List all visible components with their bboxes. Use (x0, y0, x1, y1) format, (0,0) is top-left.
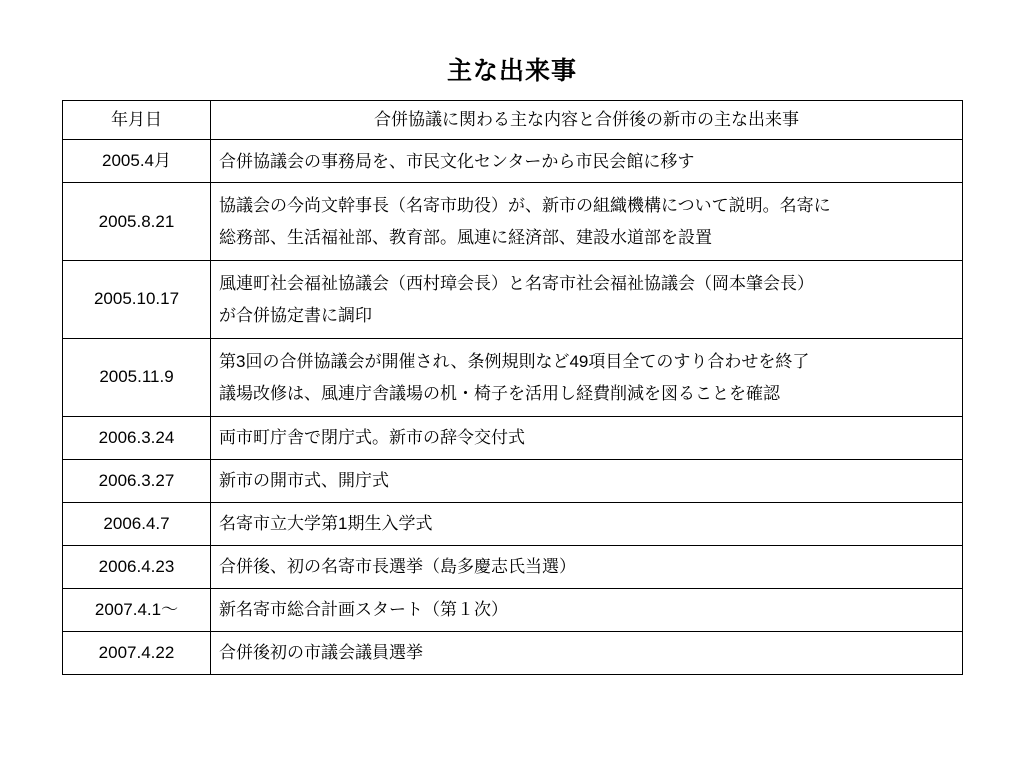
table-row (63, 339, 963, 417)
cell-content-line: 両市町庁舎で閉庁式。新市の辞令交付式 (219, 428, 525, 448)
cell-date: 2007.4.1〜 (63, 588, 211, 631)
table-row (63, 545, 963, 588)
table-row (63, 261, 963, 339)
cell-content-line: 新市の開市式、開庁式 (219, 471, 389, 491)
cell-date: 2007.4.22 (63, 631, 211, 674)
cell-content (211, 631, 963, 674)
cell-content (211, 416, 963, 459)
cell-content (211, 459, 963, 502)
table-body (63, 140, 963, 675)
table-row (63, 631, 963, 674)
cell-date: 2005.11.9 (63, 339, 211, 417)
cell-content-line: 第3回の合併協議会が開催され、条例規則など49項目全てのすり合わせを終了 (219, 352, 810, 372)
table-row (63, 183, 963, 261)
cell-date: 2006.3.24 (63, 416, 211, 459)
cell-date: 2005.4月 (63, 140, 211, 183)
cell-content-line: 風連町社会福祉協議会（西村璋会長）と名寄市社会福祉協議会（岡本肇会長） (219, 274, 814, 294)
page-title: 主な出来事 (446, 57, 577, 85)
cell-date: 2006.3.27 (63, 459, 211, 502)
cell-date: 2006.4.7 (63, 502, 211, 545)
column-header-date: 年月日 (63, 101, 211, 140)
table-row (63, 140, 963, 183)
cell-content (211, 183, 963, 261)
cell-content (211, 261, 963, 339)
table-row (63, 416, 963, 459)
cell-date: 2006.4.23 (63, 545, 211, 588)
cell-content-line: 合併後、初の名寄市長選挙（島多慶志氏当選） (219, 557, 576, 577)
cell-content-line: 総務部、生活福祉部、教育部。風連に経済部、建設水道部を設置 (219, 227, 712, 247)
cell-content-line: 新名寄市総合計画スタート（第１次） (219, 600, 508, 620)
table-header (63, 101, 963, 140)
cell-content-line: 名寄市立大学第1期生入学式 (219, 514, 433, 534)
events-table (62, 100, 963, 675)
table-header-row (63, 101, 963, 140)
events-table-container (62, 100, 962, 675)
cell-content (211, 545, 963, 588)
cell-content-line: 議場改修は、風連庁舎議場の机・椅子を活用し経費削減を図ることを確認 (219, 383, 780, 403)
cell-date: 2005.8.21 (63, 183, 211, 261)
cell-content (211, 588, 963, 631)
cell-content (211, 502, 963, 545)
cell-content (211, 140, 963, 183)
column-header-content: 合併協議に関わる主な内容と合併後の新市の主な出来事 (211, 101, 963, 140)
cell-content (211, 339, 963, 417)
table-row (63, 502, 963, 545)
table-row (63, 459, 963, 502)
cell-date: 2005.10.17 (63, 261, 211, 339)
cell-content-line: 合併後初の市議会議員選挙 (219, 643, 423, 663)
cell-content-line: が合併協定書に調印 (219, 305, 372, 325)
cell-content-line: 合併協議会の事務局を、市民文化センターから市民会館に移す (219, 151, 695, 171)
table-row (63, 588, 963, 631)
cell-content-line: 協議会の今尚文幹事長（名寄市助役）が、新市の組織機構について説明。名寄に (219, 196, 831, 216)
